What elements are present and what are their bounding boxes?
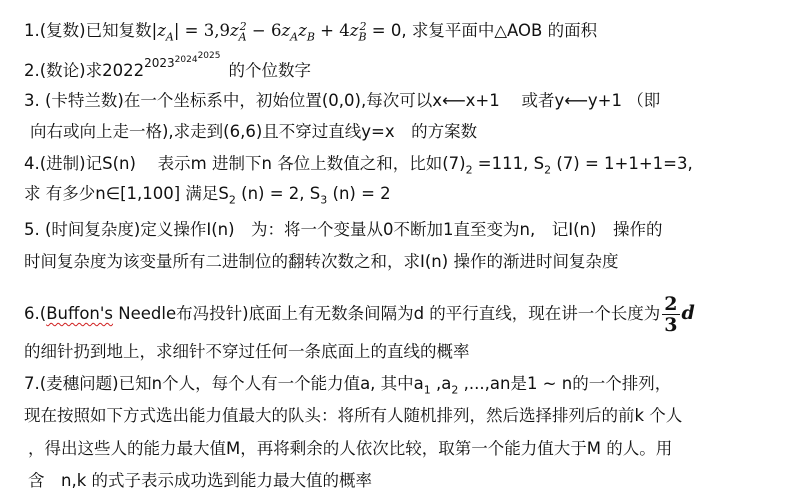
p7-sub2: 2 [451, 383, 459, 397]
problem-3-line-2: 向右或向上走一格),求走到(6,6)且不穿过直线y=x 的方案数 [30, 122, 478, 141]
p4-l2-sub2: 3 [320, 193, 328, 207]
p1-zazb-sub1: A [290, 30, 299, 44]
p1-eq: | = 3,9 [173, 21, 230, 40]
p1-za [157, 21, 174, 44]
p6-frac-den: 3 [664, 314, 678, 336]
problem-6-line-2: 的细针扔到地上，求细针不穿过任何一条底面上的直线的概率 [24, 342, 470, 361]
p7-sub1: 1 [423, 383, 431, 397]
p4-l1-a: 4.(进制)记S(n) 表示m 进制下n 各位上数值之和，比如(7) [24, 154, 466, 173]
problem-7-line-4: 含 n,k 的式子表示成功选到能力最大值的概率 [28, 471, 373, 490]
p6-wavy-word: Buffon's [46, 304, 114, 323]
p4-l1-sub1: 2 [465, 163, 473, 177]
p1-zazb-sub2: B [306, 30, 315, 44]
p1-zazb-base2: z [298, 21, 307, 40]
p6-fraction [662, 294, 679, 335]
p7-l1-a: 7.(麦穗问题)已知n个人，每个人有一个能力值a, 其中a [24, 374, 424, 393]
p2-exp2: 2024 [174, 55, 198, 65]
problem-5-line-1: 5. (时间复杂度)定义操作I(n) 为：将一个变量从0不断加1直至变为n, 记I(n) 操作的 [24, 220, 663, 239]
p1-zazb-base1: z [281, 21, 291, 40]
p4-l1-b: =111, S [472, 154, 545, 173]
problem-4-line-1 [24, 153, 693, 175]
p6-frac-num: 2 [664, 293, 678, 315]
p1-plus: + 4 [314, 21, 350, 40]
p4-l2-a: 求 有多少n∈[1,100] 满足S [24, 184, 229, 203]
p7-l1-b: ,a [430, 374, 452, 393]
p1-prefix: 1.(复数)已知复数| [24, 21, 158, 40]
p4-l2-sub1: 2 [228, 193, 236, 207]
p1-z1-sub: A [238, 30, 247, 44]
p1-rest: = 0, 求复平面中△AOB 的面积 [366, 21, 598, 40]
problem-1 [24, 20, 597, 42]
p2-prefix: 2.(数论)求2022 [24, 61, 145, 80]
p7-l1-c: ,...,an是1 ~ n的一个排列， [458, 374, 672, 393]
p4-l1-sub2: 2 [544, 163, 552, 177]
p1-za-sub: A [165, 30, 174, 44]
problem-6-line-1 [24, 290, 695, 336]
problem-4-line-2 [24, 183, 391, 205]
p1-zb [349, 19, 367, 44]
p4-l2-c: (n) = 2 [327, 184, 391, 203]
problem-7-line-1 [24, 373, 671, 395]
problem-3-line-1: 3. (卡特兰数)在一个坐标系中，初始位置(0,0),每次可以x⟵x+1 或者y⟵y+1 （即 [24, 91, 661, 110]
p1-zb-sup: 2 [359, 19, 367, 33]
p1-z1-sup: 2 [239, 19, 247, 33]
p1-zazb [281, 21, 315, 44]
p1-z1-base: z [229, 21, 239, 40]
p1-za-base: z [157, 21, 166, 40]
problem-7-line-3: ，得出这些人的能力最大值M，再将剩余的人依次比较，取第一个能力值大于M 的人。用 [28, 439, 673, 458]
p2-exp3: 2025 [197, 51, 221, 61]
p6-mid: Needle布冯投针)底面上有无数条间隔为d 的平行直线，现在讲一个长度为 [113, 304, 661, 323]
problem-7-line-2: 现在按照如下方式选出能力值最大的队头：将所有人随机排列，然后选择排列后的前k 个人 [24, 406, 683, 425]
p6-prefix: 6.( [24, 304, 47, 323]
p1-zb-sub: B [358, 30, 367, 44]
p2-exp1: 2023 [144, 56, 175, 70]
p4-l2-b: (n) = 2, S [235, 184, 321, 203]
p2-suffix: 的个位数字 [228, 61, 311, 80]
problem-2 [24, 51, 311, 82]
p1-z1 [229, 19, 247, 44]
problem-5-line-2: 时间复杂度为该变量所有二进制位的翻转次数之和，求I(n) 操作的渐进时间复杂度 [24, 252, 619, 271]
p6-var: d [681, 302, 695, 324]
p4-l1-c: (7) = 1+1+1=3, [551, 154, 693, 173]
p1-zb-base: z [349, 21, 359, 40]
p1-minus: − 6 [246, 21, 282, 40]
